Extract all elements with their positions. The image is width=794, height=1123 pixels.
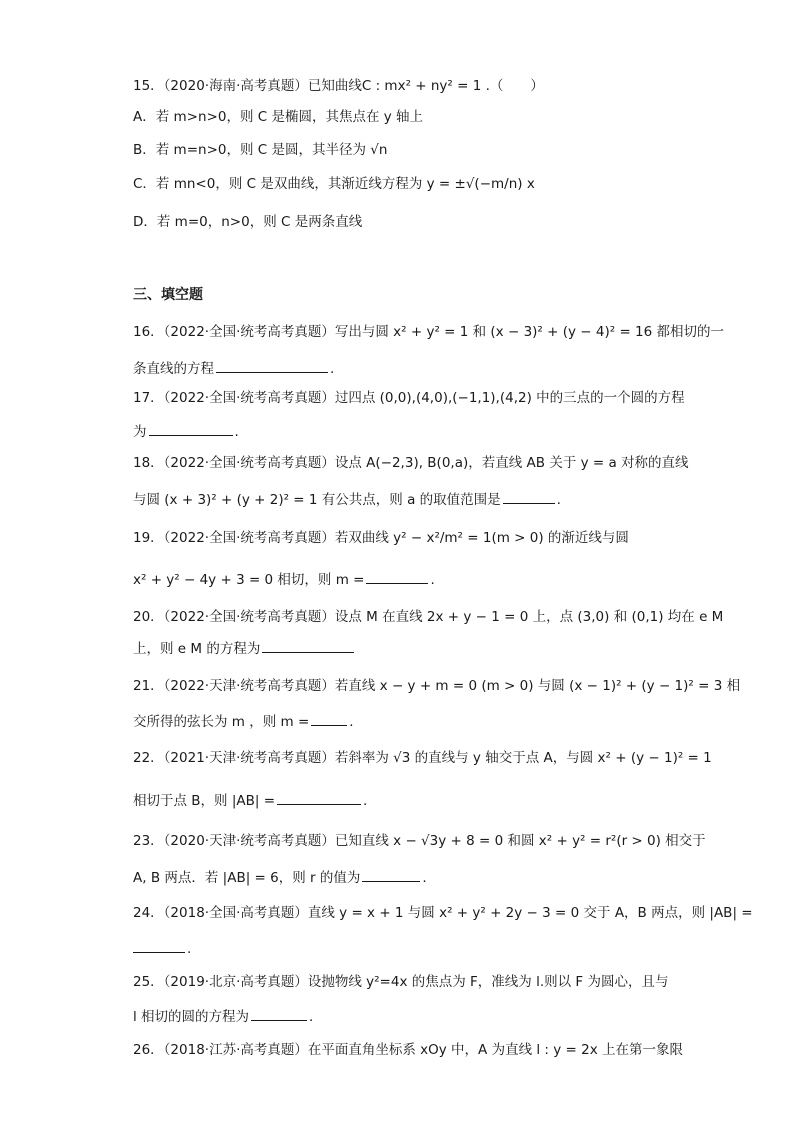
q23-end: . (422, 870, 427, 886)
q22-text: 相切于点 B，则 |AB| = (133, 793, 276, 809)
q25-line2 (133, 1006, 659, 1027)
q23-line1: 23．（2020·天津·统考高考真题）已知直线 x − √3y + 8 = 0 和圆 x² + y² = r²(r > 0) 相交于 (133, 833, 706, 849)
q20-text: 上，则 e M 的方程为 (133, 641, 261, 657)
q18-end: . (556, 492, 561, 508)
q18-answer-blank[interactable] (503, 489, 555, 504)
q24-answer-blank[interactable] (133, 938, 185, 953)
q20-answer-blank[interactable] (262, 638, 354, 653)
q15-option-c: C．若 mn<0，则 C 是双曲线，其渐近线方程为 y = ±√(−m/n) x (133, 176, 535, 192)
section-heading: 三、填空题 (133, 287, 203, 303)
q21-answer-blank[interactable] (311, 711, 347, 726)
q24-line2 (133, 938, 659, 959)
q18-line2 (133, 489, 659, 510)
q25-end: . (309, 1009, 314, 1025)
q25-answer-blank[interactable] (251, 1006, 307, 1021)
q15-option-b: B．若 m=n>0，则 C 是圆，其半径为 √n (133, 142, 388, 158)
q24-end: . (187, 941, 192, 957)
q19-text: x² + y² − 4y + 3 = 0 相切，则 m = (133, 572, 365, 588)
q25-text: l 相切的圆的方程为 (133, 1009, 250, 1025)
q25-line1: 25．（2019·北京·高考真题）设抛物线 y²=4x 的焦点为 F，准线为 l.则以 F 为圆心，且与 (133, 974, 669, 990)
q16-answer-blank[interactable] (216, 358, 328, 373)
q19-line1: 19．（2022·全国·统考高考真题）若双曲线 y² − x²/m² = 1(m > 0) 的渐近线与圆 (133, 530, 629, 546)
q22-line1: 22．（2021·天津·统考高考真题）若斜率为 √3 的直线与 y 轴交于点 A，与圆 x² + (y − 1)² = 1 (133, 750, 712, 766)
q15-option-d: D．若 m=0，n>0，则 C 是两条直线 (133, 214, 363, 230)
q26-line1: 26．（2018·江苏·高考真题）在平面直角坐标系 xOy 中，A 为直线 l : y = 2x 上在第一象限 (133, 1042, 684, 1058)
q22-line2 (133, 790, 659, 811)
q18-line1: 18．（2022·全国·统考高考真题）设点 A(−2,3), B(0,a)，若直线 AB 关于 y = a 对称的直线 (133, 455, 689, 471)
q23-text: A, B 两点．若 |AB| = 6，则 r 的值为 (133, 870, 361, 886)
q21-line2 (133, 711, 659, 732)
q19-end: . (430, 572, 435, 588)
q17-answer-blank[interactable] (149, 421, 233, 436)
q22-answer-blank[interactable] (277, 790, 361, 805)
q15-option-a: A．若 m>n>0，则 C 是椭圆，其焦点在 y 轴上 (133, 109, 424, 125)
q19-answer-blank[interactable] (366, 569, 428, 584)
q21-text: 交所得的弦长为 m ，则 m = (133, 714, 310, 730)
q16-line2 (133, 358, 659, 379)
q22-end: . (363, 793, 368, 809)
q17-text: 为 (133, 424, 147, 440)
q24-line1: 24．（2018·全国·高考真题）直线 y = x + 1 与圆 x² + y² + 2y − 3 = 0 交于 A，B 两点，则 |AB| = (133, 905, 753, 921)
q21-line1: 21．（2022·天津·统考高考真题）若直线 x − y + m = 0 (m > 0) 与圆 (x − 1)² + (y − 1)² = 3 相 (133, 678, 741, 694)
q17-line1: 17．（2022·全国·统考高考真题）过四点 (0,0),(4,0),(−1,1),(4,2) 中的三点的一个圆的方程 (133, 390, 685, 406)
q23-answer-blank[interactable] (362, 867, 420, 882)
q23-line2 (133, 867, 659, 888)
q15-stem: 15．（2020·海南·高考真题）已知曲线C : mx² + ny² = 1 .（ ） (133, 78, 544, 94)
q17-line2 (133, 421, 659, 442)
q16-end: . (330, 361, 335, 377)
q16-text: 条直线的方程 (133, 361, 214, 377)
q17-end: . (234, 424, 239, 440)
q18-text: 与圆 (x + 3)² + (y + 2)² = 1 有公共点，则 a 的取值范围是 (133, 492, 501, 508)
q21-end: . (349, 714, 354, 730)
q19-line2 (133, 569, 659, 590)
q16-line1: 16．（2022·全国·统考高考真题）写出与圆 x² + y² = 1 和 (x − 3)² + (y − 4)² = 16 都相切的一 (133, 324, 725, 340)
q20-line1: 20．（2022·全国·统考高考真题）设点 M 在直线 2x + y − 1 = 0 上，点 (3,0) 和 (0,1) 均在 e M (133, 609, 724, 625)
q20-line2 (133, 638, 659, 659)
